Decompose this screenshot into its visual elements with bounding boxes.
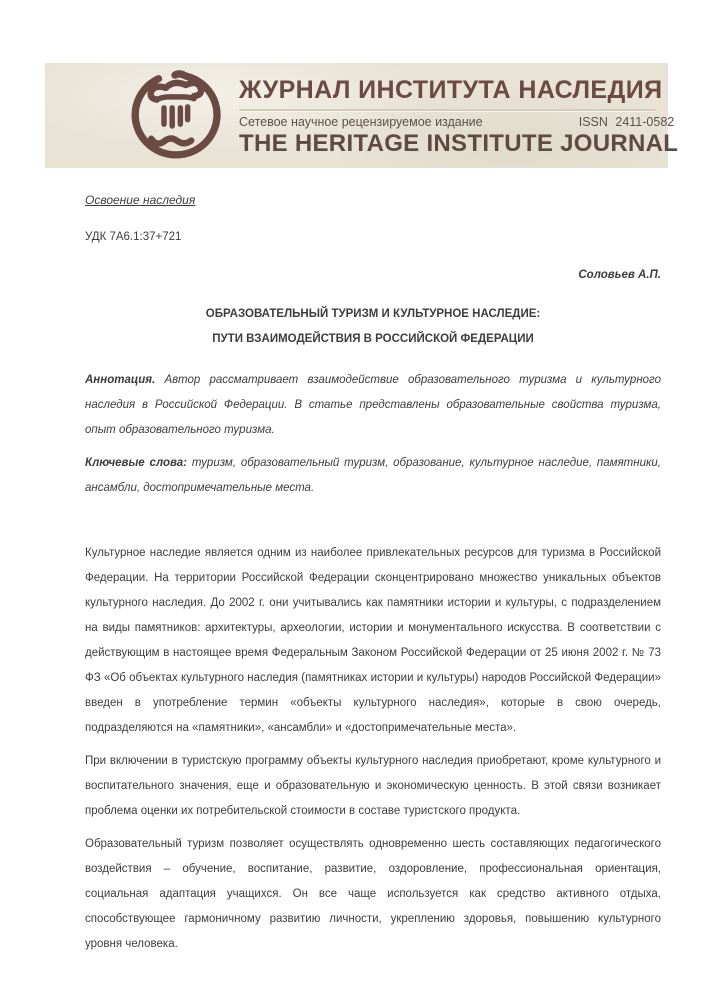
banner-subtitle-row [239, 115, 678, 129]
keywords-label: Ключевые слова: [85, 457, 187, 469]
annotation-label: Аннотация. [85, 374, 156, 386]
author-name: Соловьев А.П. [578, 269, 661, 281]
body-paragraph: При включении в туристскую программу объекты культурного наследия приобретают, кроме культурного и воспитательного значения, еще и образовательную и экономическую ценность. В этой связи возникает проблема оценки их потребительской стоимости в составе туристского продукта. [85, 755, 661, 817]
article-title [85, 302, 661, 352]
banner-divider [239, 109, 656, 112]
body-paragraph: Культурное наследие является одним из наиболее привлекательных ресурсов для туризма в Российской Федерации. На территории Российской Федерации сконцентрировано множество уникальных объектов культурного наследия. До 2002 г. они учитывались как памятники истории и культуры, с подразделением на виды памятников: архитектуры, археологии, истории и монументального искусства. В соответствии с действующим в настоящее время Федеральным Законом Российской Федерации от 25 июня 2002 г. № 73 ФЗ «Об объектах культурного наследия (памятниках истории и культуры) народов Российской Федерации» введен в употребление термин «объекты культурного наследия», которые в свою очередь, подразделяются на «памятники», «ансамбли» и «достопримечательные места». [85, 547, 661, 734]
annotation-block [85, 368, 661, 443]
article-title-line1: ОБРАЗОВАТЕЛЬНЫЙ ТУРИЗМ И КУЛЬТУРНОЕ НАСЛЕДИЕ: [205, 308, 541, 320]
banner-text-block [239, 74, 678, 158]
article-body [85, 541, 661, 957]
article-content [85, 168, 661, 965]
section-link-row [85, 193, 661, 207]
udc-code: УДК 7А6.1:37+721 [85, 231, 182, 243]
journal-issn: ISSN 2411-0582 [578, 114, 675, 129]
annotation-text: Автор рассматривает взаимодействие образовательного туризма и культурного наследия в Российской Федерации. В статье представлены образовательные свойства туризма, опыт образовательного туризма. [85, 374, 661, 436]
journal-subtitle: Сетевое научное рецензируемое издание [239, 114, 483, 129]
body-paragraph: Образовательный туризм позволяет осуществлять одновременно шесть составляющих педагогического воздействия – обучение, воспитание, развитие, оздоровление, профессиональная ориентация, социальная адаптация учащихся. Он все чаще используется как средство активного отдыха, способствующее гармоничному развитию личности, укреплению здоровья, повышению культурного уровня человека. [85, 838, 661, 950]
journal-title-ru: ЖУРНАЛ ИНСТИТУТА НАСЛЕДИЯ [239, 75, 663, 104]
keywords-block [85, 451, 661, 501]
journal-banner [45, 63, 679, 168]
heritage-institute-logo-icon [123, 66, 225, 166]
journal-title-en: THE HERITAGE INSTITUTE JOURNAL [239, 129, 679, 157]
article-title-line2: ПУТИ ВЗАИМОДЕЙСТВИЯ В РОССИЙСКОЙ ФЕДЕРАЦИИ [212, 333, 534, 345]
keywords-text: туризм, образовательный туризм, образование, культурное наследие, памятники, ансамбли, достопримечательные места. [85, 457, 661, 494]
section-link[interactable]: Освоение наследия [85, 193, 196, 207]
